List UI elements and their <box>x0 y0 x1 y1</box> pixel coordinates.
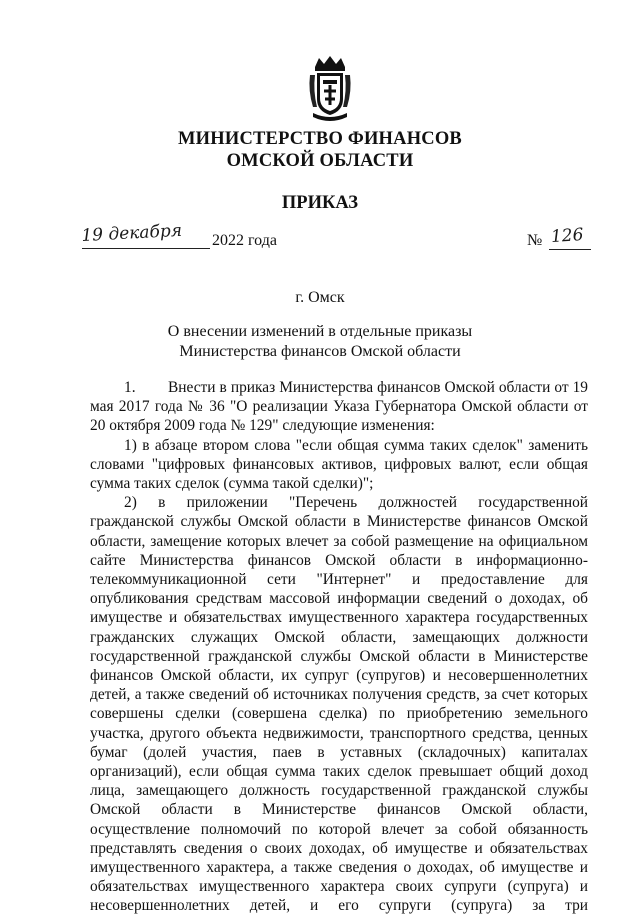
order-title: ПРИКАЗ <box>281 193 359 213</box>
item-number: 1. <box>124 379 136 396</box>
item-1-text: Внести в приказ Министерства финансов Омской области от 19 мая 2017 года № 36 "О реализации Указа Губернатора Омской области от 20 октября 2009 года № 129" следующие изменения: <box>90 379 588 435</box>
date-year: 2022 года <box>212 232 277 249</box>
order-date <box>80 220 282 252</box>
coat-of-arms-emblem <box>307 55 353 121</box>
number-underline <box>549 249 591 250</box>
subject-line-2: Министерства финансов Омской области <box>179 343 461 360</box>
date-underline <box>82 248 210 249</box>
paragraph-subitem-1: 1) в абзаце втором слова "если общая сумма таких сделок" заменить словами "цифровых финансовых активов, цифровых валют, если общая сумма таких сделок (сумма такой сделки)"; <box>90 436 588 493</box>
ministry-line-2: ОМСКОЙ ОБЛАСТИ <box>226 151 414 171</box>
order-body <box>90 378 588 916</box>
paragraph-subitem-2: 2) в приложении "Перечень должностей государственной гражданской службы Омской области в Министерстве финансов Омской области, замещение которых влечет за собой размещение на официальном сайте Министерства финансов Омской области в информационно-телекоммуникационной сети "Интернет" и предоставление для опубликования средствам массовой информации сведений о доходах, об имуществе и обязательствах имущественного характера государственных гражданских служащих Омской области, замещающих должности государственной гражданской службы Омской области в Министерстве финансов Омской области, их супруг (супругов) и несовершеннолетних детей, а также сведений об источниках получения средств, за счет которых совершены сделки (совершена сделка) по приобретению земельного участка, другого объекта недвижимости, транспортного средства, ценных бумаг (долей участия, паев в уставных (складочных) капиталах организаций), если общая сумма таких сделок превышает общий доход лица, замещающего должность государственной гражданской службы Омской области в Министерстве финансов Омской области, осуществление полномочий по которой влечет за собой обязанность представлять сведения о своих доходах, об имуществе и обязательствах имущественного характера, а также сведения о доходах, об имуществе и обязательствах имущественного характера своих супруги (супруга) и несовершеннолетних детей, и его супруги (супруга) за три <box>90 494 588 915</box>
handwritten-number: 126 <box>550 224 585 248</box>
order-number <box>527 224 597 252</box>
number-sign: № <box>527 232 543 249</box>
ministry-name <box>0 128 640 172</box>
paragraph-item-1 <box>90 378 588 436</box>
city: г. Омск <box>295 289 345 306</box>
handwritten-date: 19 декабря <box>80 220 183 246</box>
order-subject <box>0 322 640 362</box>
ministry-line-1: МИНИСТЕРСТВО ФИНАНСОВ <box>178 129 462 149</box>
subject-line-1: О внесении изменений в отдельные приказы <box>167 323 473 340</box>
